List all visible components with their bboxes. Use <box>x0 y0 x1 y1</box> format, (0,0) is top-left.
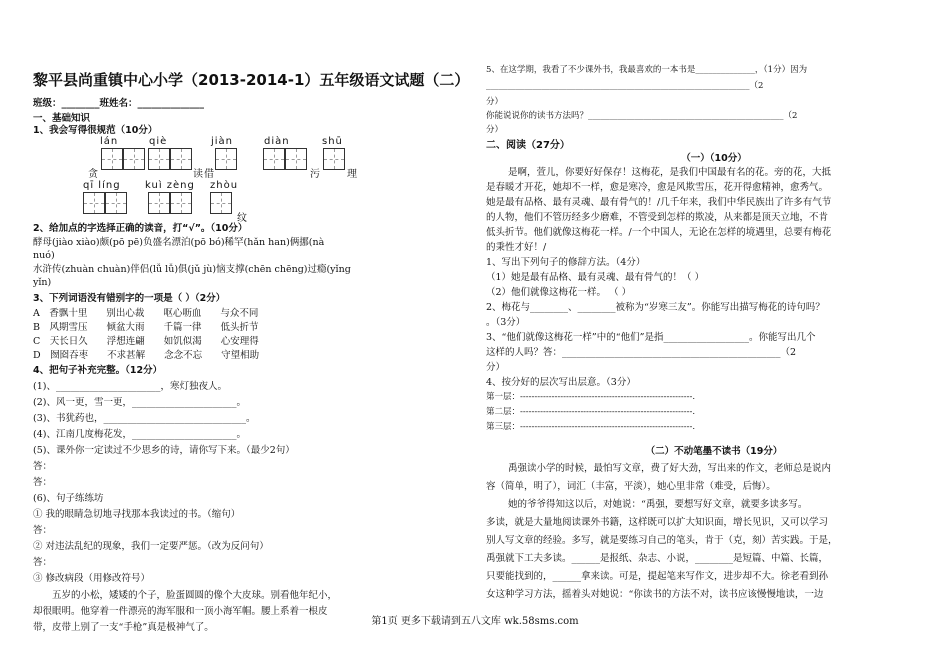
q4-passage-line: 五岁的小松，矮矮的个子，脸蛋圆圆的像个大皮球。别看他年纪小， <box>52 590 338 601</box>
page-footer: 第1页 更多下载请到五八文库 wk.58sms.com <box>371 616 579 627</box>
section1-question-line: 1、写出下列句子的修辞方法。（4分） <box>486 257 646 268</box>
section1-question-line: 这样的人吗？答：______________________________________________（2 <box>486 347 797 358</box>
q4-heading: 4、把句子补充完整。（12分） <box>33 365 163 376</box>
section1-passage-line: 低头折节。他们就像这梅花一样。/一个中国人，无论在怎样的境遇里，总要有梅花 <box>486 227 832 238</box>
section2-passage-line: 女这种学习方法，摇着头对她说：“你读书的方法不对，读书应该慢慢地读，一边 <box>486 589 824 600</box>
q3-option: C 天长日久 浮想连翩 如饥似渴 心安理得 <box>33 336 259 347</box>
writing-grid[interactable] <box>83 192 105 214</box>
writing-grid[interactable] <box>210 192 232 214</box>
writing-grid[interactable] <box>101 148 123 170</box>
q4-line: (2)、风一更，雪一更，______________________。 <box>33 397 246 408</box>
q4-line: 答： <box>33 557 53 568</box>
section2-passage-line: 多读，就是大量地阅读课外书籍，这样既可以扩大知识面，增长见识，又可以学习 <box>486 517 829 528</box>
q3-option: D 囫囵吞枣 不求甚解 念念不忘 守望相助 <box>33 350 260 361</box>
section1-question-line: （2）他们就像这梅花一样。 （ ） <box>486 287 632 298</box>
q4-line: 答： <box>33 525 53 536</box>
q2-heading: 2、给加点的字选择正确的读音，打“√”。（10分） <box>33 223 248 234</box>
q4-line: 答： <box>33 461 53 472</box>
q1-pinyin: diàn <box>264 136 290 147</box>
writing-grid[interactable] <box>123 148 145 170</box>
section2-passage-line: 别人写文章的经验。多写，就是要练习自己的笔头，肯于（克，刻）苦实践。于是， <box>486 535 838 546</box>
section1-question-line: 2、梅花与________、________被称为“岁寒三友”。你能写出描写梅花的诗句吗？ <box>486 302 825 313</box>
q1-char: 理 <box>347 169 357 180</box>
section2-passage-line: 她的爷爷得知这以后，对她说：“禹强，要想写好文章，就要多读多写。 <box>508 499 808 510</box>
writing-grid[interactable] <box>263 148 285 170</box>
q4-line: ③ 修改病段（用修改符号） <box>33 573 151 584</box>
q5-line: 分） <box>486 125 504 135</box>
writing-grid[interactable] <box>170 192 192 214</box>
q1-pinyin: shū <box>322 136 343 147</box>
q3-option: B 风期雪压 倾盆大雨 千篇一律 低头折节 <box>33 322 259 333</box>
q1-char: 贪 <box>88 169 98 180</box>
q3-heading: 3、下列词语没有错别字的一项是（ ）（2分） <box>33 293 226 304</box>
q2-line: 水浒传(zhuàn chuàn)伴侣(lǚ lǚ)俱(jǔ jù)恼支撑(chēn chēng)过瘾(yǐng <box>33 264 351 275</box>
section1-question-line: 分） <box>486 362 506 373</box>
section1-passage-line: 的秉性才好！/ <box>486 242 547 253</box>
section1-question-line: 第二层：------------------------------------------------------------. <box>486 407 696 417</box>
section1-passage-line: 是啊，萱儿，你要好好保存！这梅花，是我们中国最有名的花。旁的花，大抵 <box>508 167 832 178</box>
writing-grid[interactable] <box>148 148 170 170</box>
section1-question-line: 4、按分好的层次写出层意。（3分） <box>486 377 636 388</box>
section2-passage-line: 只要能找到的，______拿来读。可是，提起笔来写作文，进步却不大。徐老看到孙 <box>486 571 829 582</box>
writing-grid[interactable] <box>105 192 127 214</box>
section1-question-line: （1）她是最有品格、最有灵魂、最有骨气的！（ ） <box>486 272 705 283</box>
section1-passage-line: 她是最有品格、最有灵魂、最有骨气的！/几千年来，我们中华民族出了许多有气节 <box>486 197 832 208</box>
q4-line: ① 我的眼睛急切地寻找那本我读过的书。（缩句） <box>33 509 241 520</box>
q1-char: 借 <box>204 169 214 180</box>
q4-line: (6)、句子练练坊 <box>33 493 104 504</box>
q4-line: (3)、书犹药也，______________________________。 <box>33 413 256 424</box>
section1-title: （一）（10分） <box>681 153 747 164</box>
q1-heading: 1、我会写得很规范（10分） <box>33 125 158 136</box>
q3-option: A 香飘十里 别出心裁 呕心呖血 与众不同 <box>33 308 259 319</box>
student-info-line: 班级：________班姓名：______________ <box>33 98 205 109</box>
q1-char: 污 <box>310 169 320 180</box>
section1-question-line: 第一层：------------------------------------------------------------. <box>486 392 696 402</box>
writing-grid[interactable] <box>215 148 237 170</box>
q2-line: yǐn) <box>33 277 52 288</box>
part1-heading: 一、基础知识 <box>33 113 91 124</box>
section1-question-line: 第三层：------------------------------------------------------------. <box>486 422 696 432</box>
q4-line: ② 对违法乱纪的现象，我们一定要严惩。（改为反问句） <box>33 541 269 552</box>
q5-line: ______________________________________________________________（2 <box>486 81 764 91</box>
section2-passage-line: 禹强读小学的时候，最怕写文章，费了好大劲，写出来的作文，老师总是说内 <box>508 463 832 474</box>
section1-passage-line: 是春暖才开花，她却不一样，愈是寒冷，愈是风欺雪压，花开得愈精神，愈秀气。 <box>486 182 829 193</box>
page-title: 黎平县尚重镇中心小学（2013-2014-1）五年级语文试题（二） <box>33 71 470 89</box>
part2-heading: 二、阅读（27分） <box>486 140 570 151</box>
q4-line: (1)、______________________，寒灯独夜人。 <box>33 381 227 392</box>
q4-passage-line: 带，皮带上别了一支“手枪”真是极神气了。 <box>33 622 214 633</box>
q1-pinyin: lán <box>100 136 119 147</box>
q1-char: 纹 <box>237 213 247 224</box>
q5-line: 分） <box>486 97 504 107</box>
q1-pinyin: kuì zèng <box>145 180 195 191</box>
q1-pinyin: zhòu <box>210 180 239 191</box>
section2-title: （二）不动笔墨不读书（19分） <box>645 446 783 457</box>
writing-grid[interactable] <box>285 148 307 170</box>
section1-question-line: 3、“他们就像这梅花一样”中的“他们”是指__________________。你能写出几个 <box>486 332 816 343</box>
section1-question-line: 。（3分） <box>486 317 526 328</box>
q4-line: (5)、课外你一定读过不少思乡的诗，请你写下来。（最少2句） <box>33 445 295 456</box>
writing-grid[interactable] <box>148 192 170 214</box>
writing-grid[interactable] <box>323 148 345 170</box>
q5-line: 你能说说你的读书方法吗？______________________________________________（2 <box>486 111 798 121</box>
q4-passage-line: 却很眼明。他穿着一件漂亮的海军服和一顶小海军帽。腰上系着一根皮 <box>33 606 328 617</box>
q1-pinyin: qiè <box>149 136 168 147</box>
q4-line: (4)、江南几度梅花发，______________________。 <box>33 429 246 440</box>
q1-char: 读 <box>193 169 203 180</box>
q2-line: nuó) <box>33 250 55 261</box>
section2-passage-line: 容（简单，明了），词汇（丰富，平淡），她心里非常（难受，后悔）。 <box>486 481 776 492</box>
section2-passage-line: 禹强就下工夫多读。______是报纸、杂志、小说，________是短篇、中篇、长篇， <box>486 553 829 564</box>
q4-line: 答： <box>33 477 53 488</box>
writing-grid[interactable] <box>170 148 192 170</box>
q2-line: 酵母(jiào xiào)颇(pō pē)负盛名漂泊(pō bó)稀罕(hǎn han)俩挪(nà <box>33 237 325 248</box>
q1-pinyin: qī líng <box>83 180 121 191</box>
section1-passage-line: 的人物，他们不管历经多少磨难，不管受到怎样的欺凌，从来都是顶天立地，不肯 <box>486 212 829 223</box>
q5-line: 5、在这学期，我看了不少课外书，我最喜欢的一本书是______________，（1分）因为 <box>486 65 808 75</box>
q1-pinyin: jiàn <box>211 136 234 147</box>
